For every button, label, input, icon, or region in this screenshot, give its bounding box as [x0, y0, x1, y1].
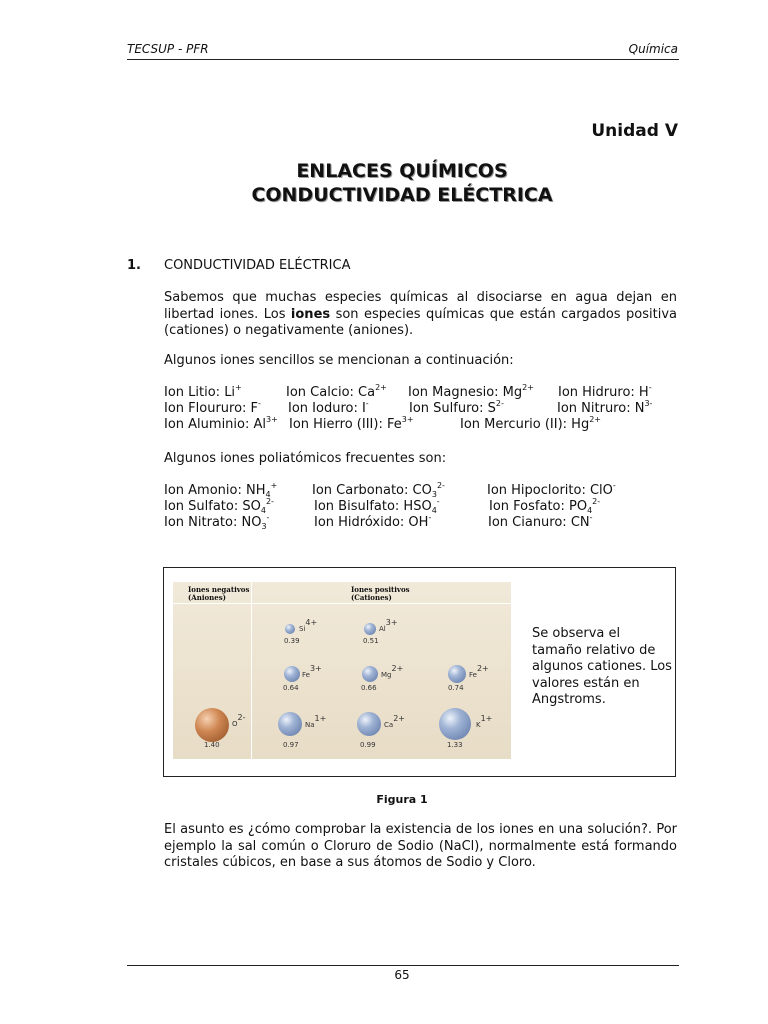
paragraph-polyatomic-intro: Algunos iones poliatómicos frecuentes son:: [164, 451, 447, 466]
figure-label: Figura 1: [376, 793, 428, 806]
ion-label-o: $O^{2-}$: [232, 713, 246, 728]
ion-sulfide: Ion Sulfuro: $S^{2-}$: [409, 399, 504, 416]
page-title-line1: ENLACES QUÍMICOS: [296, 160, 508, 182]
header-rule: [127, 59, 679, 60]
ion-size-illustration: [173, 582, 511, 759]
ion-mercury-ii: Ion Mercurio (II): $Hg^{2+}$: [460, 415, 602, 432]
running-header-right: Química: [628, 42, 678, 56]
ion-radius-fe2: 0.74: [448, 684, 464, 692]
paragraph-question: El asunto es ¿cómo comprobar la existencia de los iones en una solución?. Por ejemplo la sal común o Cloruro de Sodio (NaCl), normalmente está formando cristales cúbicos, en base a sus átomos de Sodio y Cloro.: [164, 822, 677, 870]
unit-label: Unidad V: [591, 121, 678, 141]
section-title: CONDUCTIVIDAD ELÉCTRICA: [164, 258, 351, 273]
ion-sphere-mg: [362, 666, 378, 682]
ion-label-fe3: $Fe^{3+}$: [302, 664, 322, 679]
ion-ammonium: Ion Amonio: $NH_4^+$: [164, 481, 278, 499]
ion-sphere-fe2: [448, 665, 466, 683]
ion-label-mg: $Mg^{2+}$: [381, 664, 404, 679]
ion-phosphate: Ion Fosfato: $PO_4^{2-}$: [489, 497, 601, 515]
page-title-line2: CONDUCTIVIDAD ELÉCTRICA: [251, 184, 553, 206]
ion-aluminum: Ion Aluminio: $Al^{3+}$: [164, 415, 278, 432]
ion-bisulfate: Ion Bisulfato: $HSO_4^-$: [314, 497, 440, 515]
ion-calcium: Ion Calcio: $Ca^{2+}$: [286, 383, 387, 400]
ion-radius-ca: 0.99: [360, 741, 376, 749]
ion-lithium: Ion Litio: Li+: [164, 383, 242, 400]
ion-radius-fe3: 0.64: [283, 684, 299, 692]
ion-iron-iii: Ion Hierro (III): $Fe^{3+}$: [289, 415, 414, 432]
page-number: 65: [394, 968, 410, 982]
ion-sphere-si: [285, 624, 295, 634]
ion-radius-k: 1.33: [447, 741, 463, 749]
ion-sphere-k: [439, 708, 471, 740]
ion-label-al: $Al^{3+}$: [379, 618, 398, 633]
ion-radius-si: 0.39: [284, 637, 300, 645]
ion-label-ca: $Ca^{2+}$: [384, 714, 405, 729]
ion-sphere-o: [195, 708, 229, 742]
ion-nitrate: Ion Nitrato: $NO_3^-$: [164, 513, 270, 531]
paragraph-intro-text-b: son especies químicas que están cargados positiva (cationes) o negativamente (aniones).: [164, 306, 677, 338]
paragraph-simple-ions-intro: Algunos iones sencillos se mencionan a continuación:: [164, 353, 514, 368]
ion-hypochlorite: Ion Hipoclorito: ClO-: [487, 481, 616, 498]
ion-sulfate: Ion Sulfato: $SO_4^{2-}$: [164, 497, 274, 515]
ion-cyanide: Ion Cianuro: CN-: [488, 513, 593, 530]
ion-sphere-ca: [357, 712, 381, 736]
section-number: 1.: [127, 258, 141, 273]
ion-radius-mg: 0.66: [361, 684, 377, 692]
ion-carbonate: Ion Carbonato: $CO_3^{2-}$: [312, 481, 445, 499]
ion-label-k: $K^{1+}$: [476, 714, 493, 729]
paragraph-intro-bold: iones: [290, 306, 331, 322]
ion-radius-al: 0.51: [363, 637, 379, 645]
ion-sphere-fe3: [284, 666, 300, 682]
ion-nitride: Ion Nitruro: $N^{3-}$: [557, 399, 653, 416]
ion-label-na: $Na^{1+}$: [305, 714, 327, 729]
paragraph-intro: [164, 290, 677, 340]
ion-label-si: $Si^{4+}$: [299, 618, 318, 633]
ion-hydride: Ion Hidruro: H-: [558, 383, 652, 400]
ion-hydroxide: Ion Hidróxido: OH-: [314, 513, 432, 530]
ion-sphere-na: [278, 712, 302, 736]
ion-radius-o: 1.40: [204, 741, 220, 749]
paragraph-intro-text-a: Sabemos que muchas especies químicas al disociarse en agua dejan en libertad iones. Los: [164, 290, 677, 322]
ion-sphere-al: [364, 623, 376, 635]
cations-header: Iones positivos (Cationes): [351, 585, 410, 602]
figure-caption: Se observa el tamaño relativo de algunos cationes. Los valores están en Angstroms.: [532, 626, 672, 707]
ion-radius-na: 0.97: [283, 741, 299, 749]
ion-label-fe2: $Fe^{2+}$: [469, 664, 489, 679]
running-header-left: TECSUP - PFR: [127, 42, 209, 56]
footer-rule: [127, 965, 679, 966]
anions-header: Iones negativos (Aniones): [188, 585, 250, 602]
ion-iodide: Ion Ioduro: I-: [288, 399, 369, 416]
ion-fluoride: Ion Floururo: F-: [164, 399, 261, 416]
ion-magnesium: Ion Magnesio: $Mg^{2+}$: [408, 383, 534, 400]
